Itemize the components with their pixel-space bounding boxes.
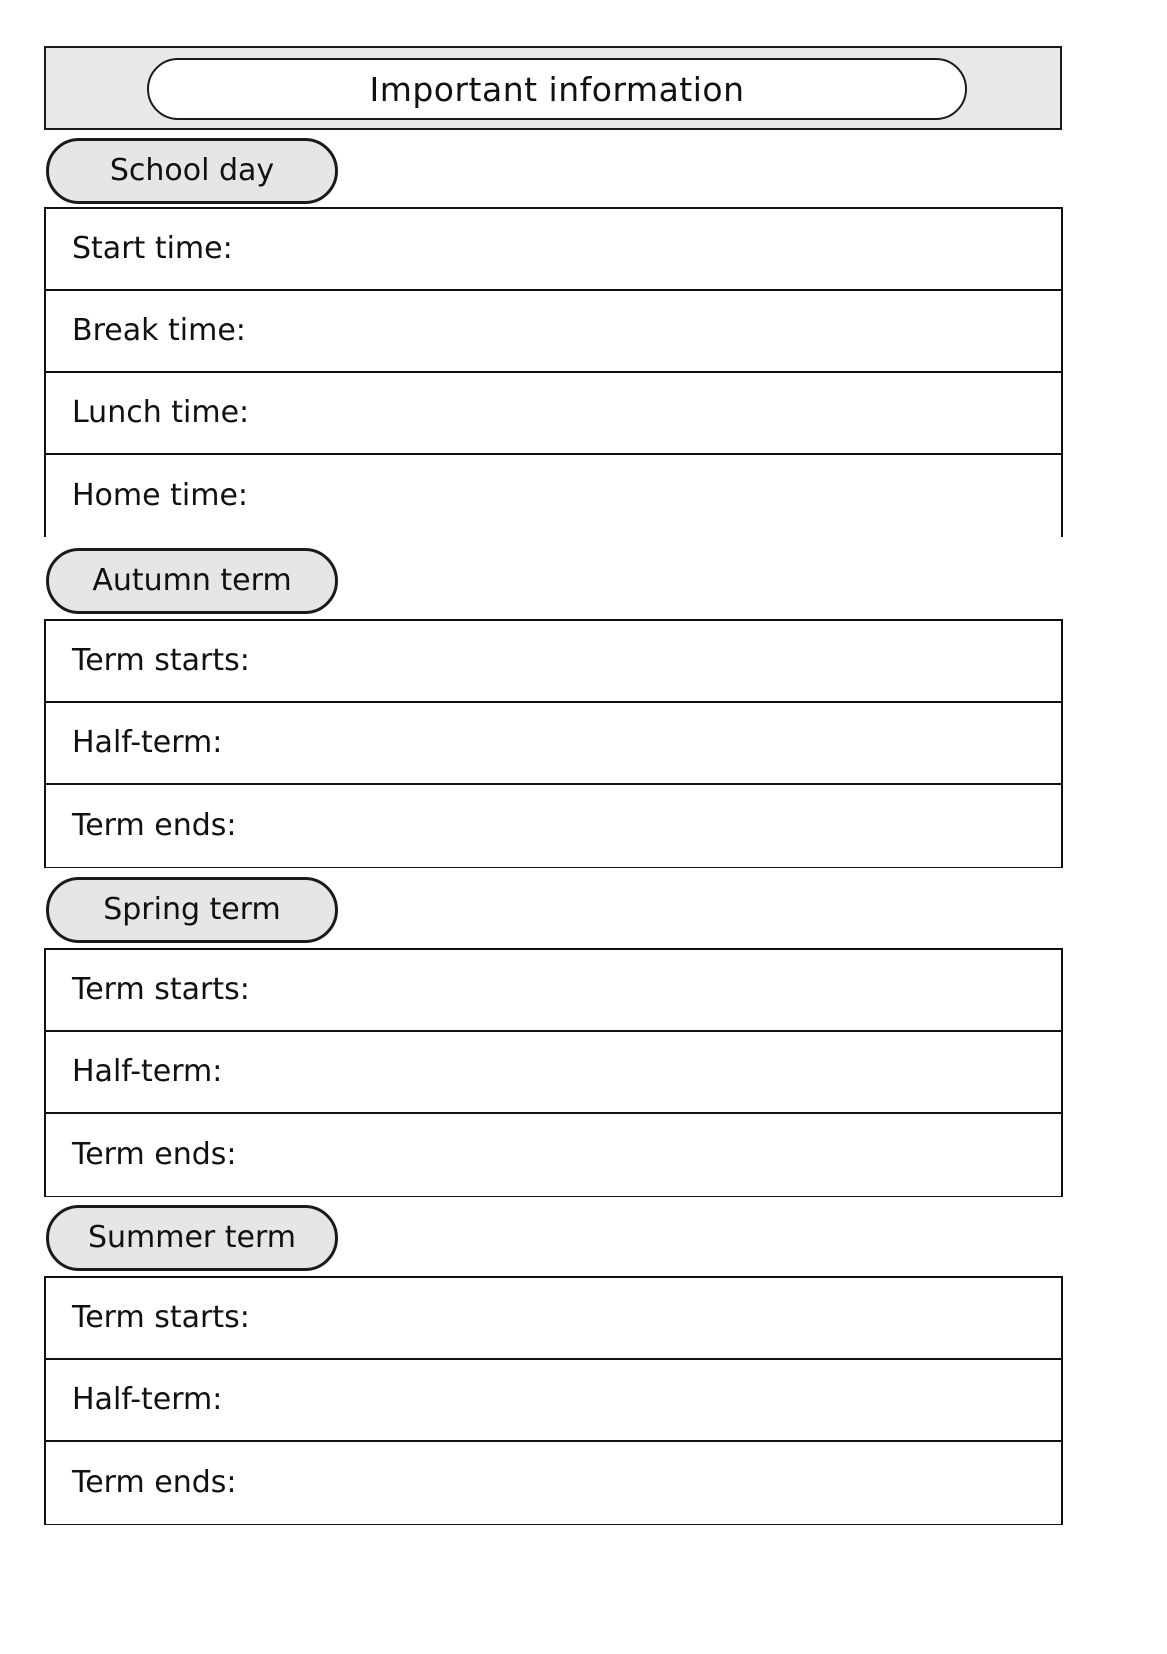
- table-row[interactable]: [46, 785, 1061, 867]
- section-heading-school-day: [46, 138, 338, 204]
- table-row[interactable]: [46, 621, 1061, 703]
- section-heading-summer-term: [46, 1205, 338, 1271]
- section-heading-autumn-term: [46, 548, 338, 614]
- section-rows-school-day: [44, 207, 1063, 537]
- title-banner: [44, 46, 1062, 130]
- section-heading-label: School day: [109, 153, 275, 188]
- row-label: Break time:: [72, 313, 246, 348]
- section-heading-label: Spring term: [103, 892, 281, 927]
- row-label: Term ends:: [72, 1465, 237, 1500]
- row-label: Term starts:: [72, 643, 250, 678]
- table-row[interactable]: [46, 1278, 1061, 1360]
- table-row[interactable]: [46, 373, 1061, 455]
- row-label: Term ends:: [72, 1137, 237, 1172]
- table-row[interactable]: [46, 1032, 1061, 1114]
- row-label: Home time:: [72, 478, 249, 513]
- section-heading-spring-term: [46, 877, 338, 943]
- table-row[interactable]: [46, 703, 1061, 785]
- page-title: Important information: [369, 69, 745, 109]
- row-label: Half-term:: [72, 725, 223, 760]
- table-row[interactable]: [46, 950, 1061, 1032]
- table-row[interactable]: [46, 1114, 1061, 1196]
- table-row[interactable]: [46, 455, 1061, 537]
- section-heading-label: Autumn term: [92, 563, 292, 598]
- section-rows-spring-term: [44, 948, 1063, 1197]
- row-label: Term starts:: [72, 1300, 250, 1335]
- table-row[interactable]: [46, 209, 1061, 291]
- table-row[interactable]: [46, 291, 1061, 373]
- table-row[interactable]: [46, 1442, 1061, 1524]
- table-row[interactable]: [46, 1360, 1061, 1442]
- section-rows-autumn-term: [44, 619, 1063, 868]
- row-label: Lunch time:: [72, 395, 250, 430]
- row-label: Start time:: [72, 231, 233, 266]
- row-label: Term starts:: [72, 972, 250, 1007]
- row-label: Half-term:: [72, 1054, 223, 1089]
- row-label: Term ends:: [72, 808, 237, 843]
- section-heading-label: Summer term: [87, 1220, 297, 1255]
- row-label: Half-term:: [72, 1382, 223, 1417]
- title-pill: [147, 58, 967, 120]
- section-rows-summer-term: [44, 1276, 1063, 1525]
